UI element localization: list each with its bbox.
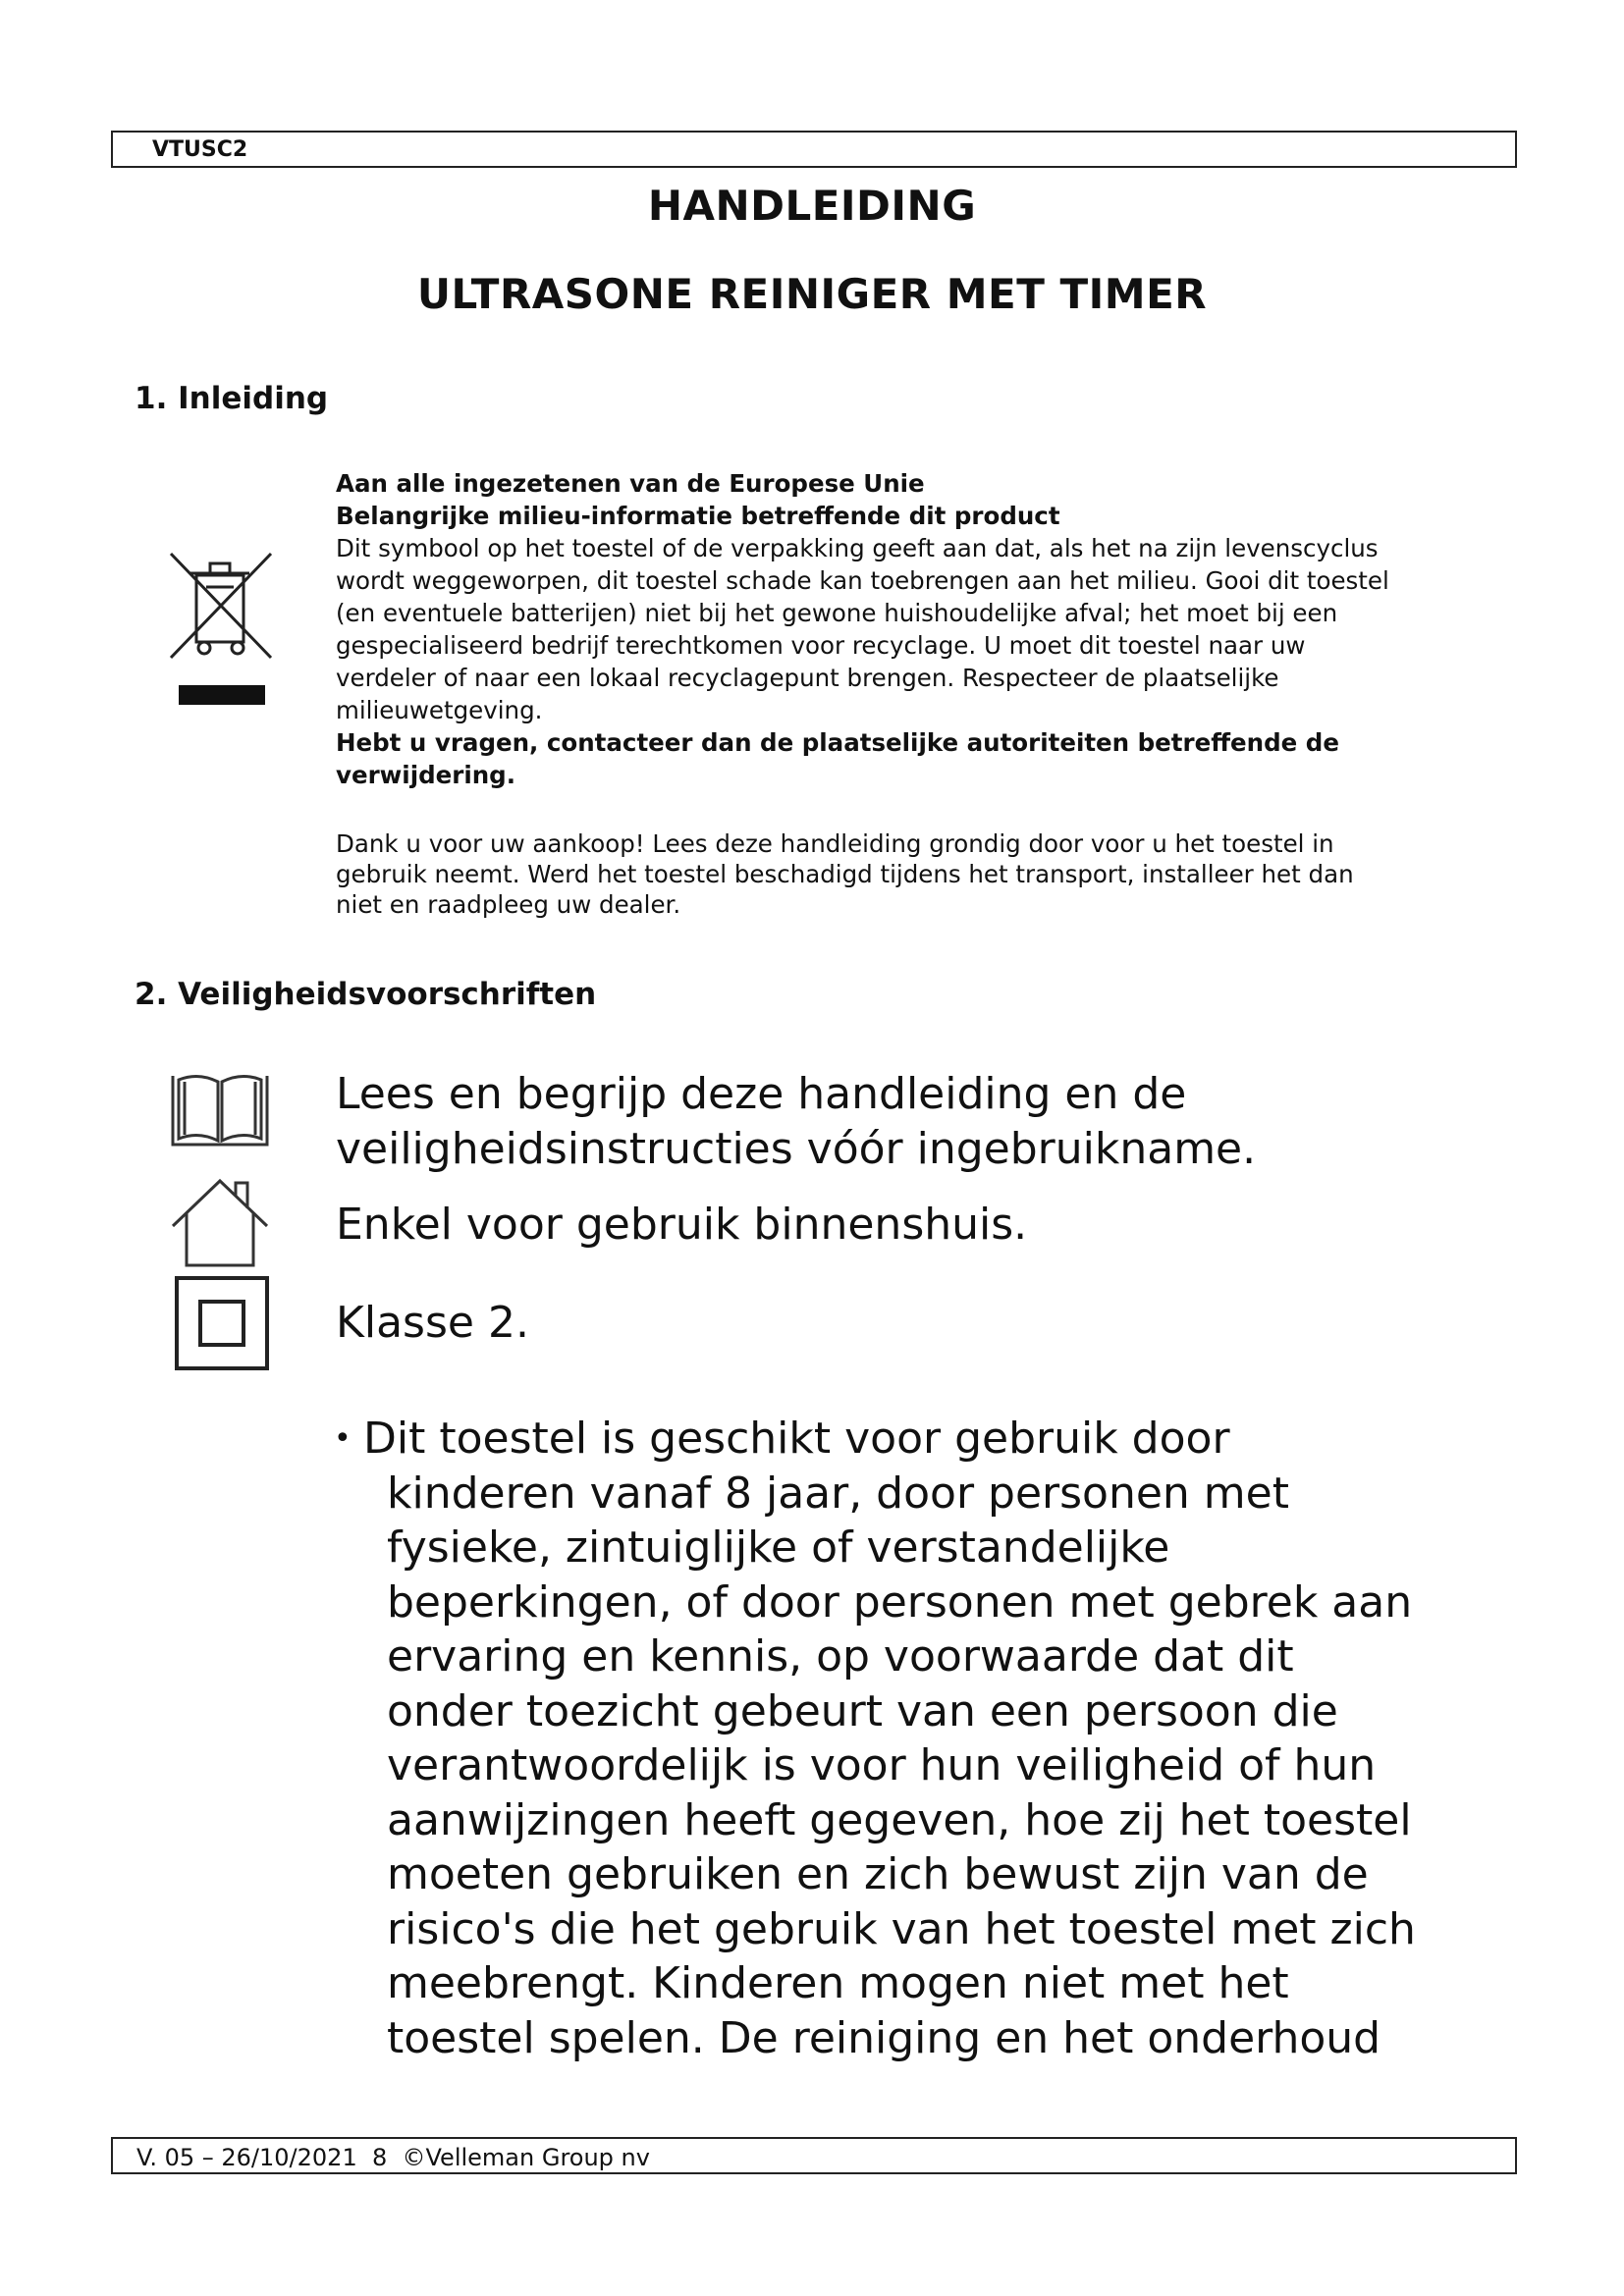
bullet-line: fysieke, zintuiglijke of verstandelijke: [387, 1522, 1170, 1573]
section-heading-safety: 2. Veiligheidsvoorschriften: [135, 977, 597, 1012]
page-footer: [111, 2137, 1517, 2174]
bullet-icon: •: [334, 1421, 352, 1456]
weee-line: (en eventuele batterijen) niet bij het gewone huishoudelijke afval; het moet bij een: [336, 599, 1338, 627]
bullet-line: aanwijzingen heeft gegeven, hoe zij het toestel: [387, 1794, 1412, 1845]
weee-line: milieuwetgeving.: [336, 696, 543, 724]
thanks-line: Dank u voor uw aankoop! Lees deze handleiding grondig door voor u het toestel in: [336, 829, 1334, 858]
read-manual-instruction: [336, 1067, 1514, 1177]
safety-bullet-item: [334, 1412, 1502, 2065]
weee-line: wordt weggeworpen, dit toestel schade kan toebrengen aan het milieu. Gooi dit toestel: [336, 566, 1389, 595]
bullet-line: Dit toestel is geschikt voor gebruik door: [363, 1414, 1230, 1464]
weee-bin-icon: [165, 550, 279, 705]
class-2-label: Klasse 2.: [336, 1298, 529, 1348]
bullet-line: verantwoordelijk is voor hun veiligheid of hun: [387, 1740, 1377, 1790]
weee-notice: [336, 467, 1455, 791]
bullet-line: toestel spelen. De reiniging en het onderhoud: [387, 2012, 1381, 2063]
read-manual-book-icon: [169, 1070, 271, 1148]
bullet-line: onder toezicht gebeurt van een persoon die: [387, 1685, 1338, 1736]
weee-line: gespecialiseerd bedrijf terechtkomen voor recyclage. U moet dit toestel naar uw: [336, 631, 1306, 660]
thanks-line: niet en raadpleeg uw dealer.: [336, 890, 681, 919]
bullet-line: risico's die het gebruik van het toestel met zich: [387, 1903, 1416, 1954]
weee-line: verwijdering.: [336, 761, 516, 789]
weee-line: Hebt u vragen, contacteer dan de plaatselijke autoriteiten betreffende de: [336, 728, 1339, 757]
model-code: VTUSC2: [152, 137, 248, 162]
document-title: HANDLEIDING: [647, 182, 977, 230]
thanks-line: gebruik neemt. Werd het toestel beschadigd tijdens het transport, installeer het dan: [336, 860, 1354, 888]
section-heading-introduction: 1. Inleiding: [135, 381, 329, 416]
footer-version-text: V. 05 – 26/10/2021 8 ©Velleman Group nv: [136, 2144, 650, 2171]
weee-line: Belangrijke milieu-informatie betreffende dit product: [336, 502, 1060, 530]
weee-line: Aan alle ingezetenen van de Europese Unie: [336, 469, 925, 498]
class-2-double-insulation-icon: [175, 1276, 269, 1370]
document-subtitle: ULTRASONE REINIGER MET TIMER: [416, 270, 1208, 318]
bullet-line: beperkingen, of door personen met gebrek aan: [387, 1576, 1413, 1628]
weee-line: Dit symbool op het toestel of de verpakking geeft aan dat, als het na zijn levenscyclus: [336, 534, 1379, 562]
bullet-line: meebrengt. Kinderen mogen niet met het: [387, 1958, 1289, 2008]
thank-you-paragraph: [336, 828, 1455, 920]
bullet-line: moeten gebruiken en zich bewust zijn van de: [387, 1849, 1369, 1899]
bullet-line: kinderen vanaf 8 jaar, door personen met: [387, 1468, 1289, 1519]
weee-line: verdeler of naar een lokaal recyclagepunt brengen. Respecteer de plaatselijke: [336, 664, 1279, 692]
page-header: [111, 131, 1517, 168]
instruction-line: veiligheidsinstructies vóór ingebruikname.: [336, 1124, 1257, 1174]
indoor-use-instruction: Enkel voor gebruik binnenshuis.: [336, 1200, 1028, 1250]
indoor-use-house-icon: [169, 1177, 271, 1267]
instruction-line: Lees en begrijp deze handleiding en de: [336, 1069, 1187, 1119]
bullet-line: ervaring en kennis, op voorwaarde dat dit: [387, 1631, 1294, 1682]
